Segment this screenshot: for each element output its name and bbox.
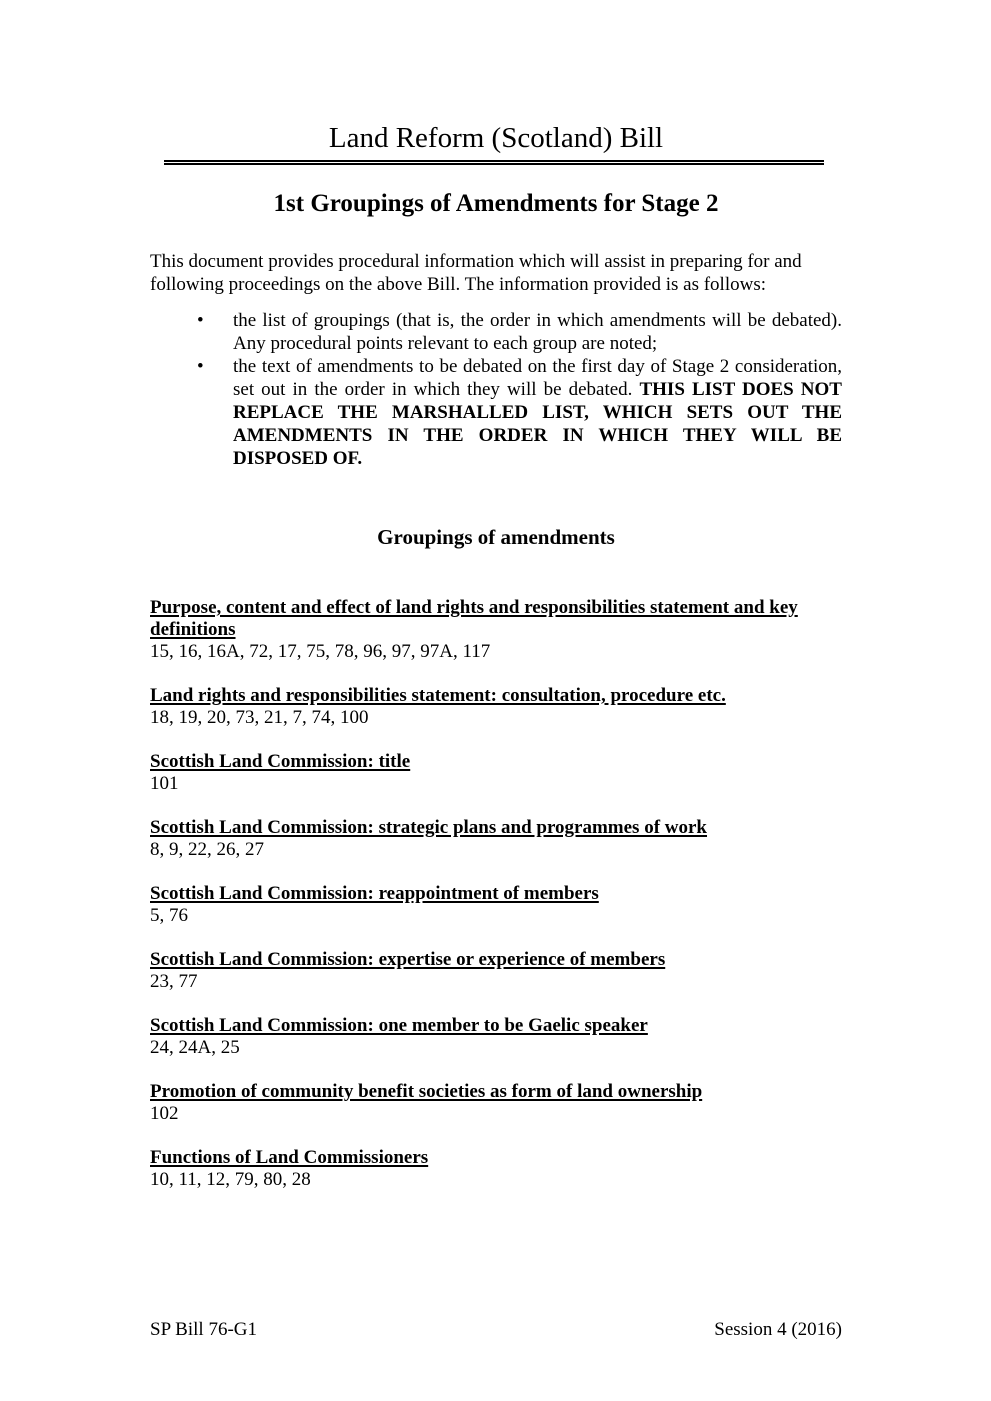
grouping-item <box>150 1015 842 1059</box>
groupings-heading: Groupings of amendments <box>377 525 615 549</box>
page-footer <box>150 1319 842 1341</box>
grouping-item <box>150 949 842 993</box>
grouping-title: Scottish Land Commission: one member to be Gaelic speaker <box>150 1015 648 1036</box>
grouping-title: Scottish Land Commission: strategic plans and programmes of work <box>150 817 708 838</box>
grouping-item <box>150 751 842 795</box>
info-bullet-list <box>150 309 842 470</box>
grouping-title: Scottish Land Commission: reappointment of members <box>150 883 599 904</box>
grouping-amendments: 10, 11, 12, 79, 80, 28 <box>150 1169 311 1190</box>
grouping-amendments: 8, 9, 22, 26, 27 <box>150 839 264 860</box>
bill-reference: SP Bill 76-G1 <box>150 1319 257 1340</box>
grouping-item <box>150 883 842 927</box>
grouping-item <box>150 1147 842 1191</box>
grouping-title: Land rights and responsibilities statement: consultation, procedure etc. <box>150 685 726 706</box>
grouping-amendments: 5, 76 <box>150 905 188 926</box>
grouping-amendments: 102 <box>150 1103 179 1124</box>
grouping-amendments: 18, 19, 20, 73, 21, 7, 74, 100 <box>150 707 369 728</box>
bullet-icon: • <box>197 356 204 377</box>
grouping-title: Scottish Land Commission: title <box>150 751 411 772</box>
grouping-title: Scottish Land Commission: expertise or experience of members <box>150 949 666 970</box>
grouping-title: Purpose, content and effect of land rights and responsibilities statement and key definitions <box>150 597 798 640</box>
grouping-title: Functions of Land Commissioners <box>150 1147 429 1168</box>
grouping-title: Promotion of community benefit societies as form of land ownership <box>150 1081 703 1102</box>
bullet-text: the list of groupings (that is, the order in which amendments will be debated). Any procedural points relevant to each group are noted; <box>233 310 842 354</box>
grouping-amendments: 23, 77 <box>150 971 198 992</box>
grouping-amendments: 101 <box>150 773 179 794</box>
bullet-icon: • <box>197 310 204 331</box>
grouping-amendments: 15, 16, 16A, 72, 17, 75, 78, 96, 97, 97A, 117 <box>150 641 491 662</box>
grouping-amendments: 24, 24A, 25 <box>150 1037 240 1058</box>
intro-paragraph: This document provides procedural information which will assist in preparing for and following proceedings on the above Bill. The information provided is as follows: <box>150 251 802 295</box>
bullet-bold-text: THIS LIST DOES NOT REPLACE THE MARSHALLED LIST, WHICH SETS OUT THE AMENDMENTS IN THE ORDER IN WHICH THEY WILL BE DISPOSED OF. <box>233 379 842 469</box>
session-label: Session 4 (2016) <box>714 1319 842 1340</box>
grouping-item <box>150 597 842 663</box>
grouping-item <box>150 685 842 729</box>
groupings-list <box>150 597 842 1213</box>
bullet-item <box>150 355 842 470</box>
double-rule-divider <box>164 160 824 165</box>
grouping-item <box>150 817 842 861</box>
bullet-item <box>150 309 842 355</box>
bullet-text: the text of amendments to be debated on the first day of Stage 2 consideration, set out in the order in which they will be debated. <box>233 356 842 400</box>
grouping-item <box>150 1081 842 1125</box>
document-title: 1st Groupings of Amendments for Stage 2 <box>273 190 719 217</box>
bill-title: Land Reform (Scotland) Bill <box>328 122 664 154</box>
